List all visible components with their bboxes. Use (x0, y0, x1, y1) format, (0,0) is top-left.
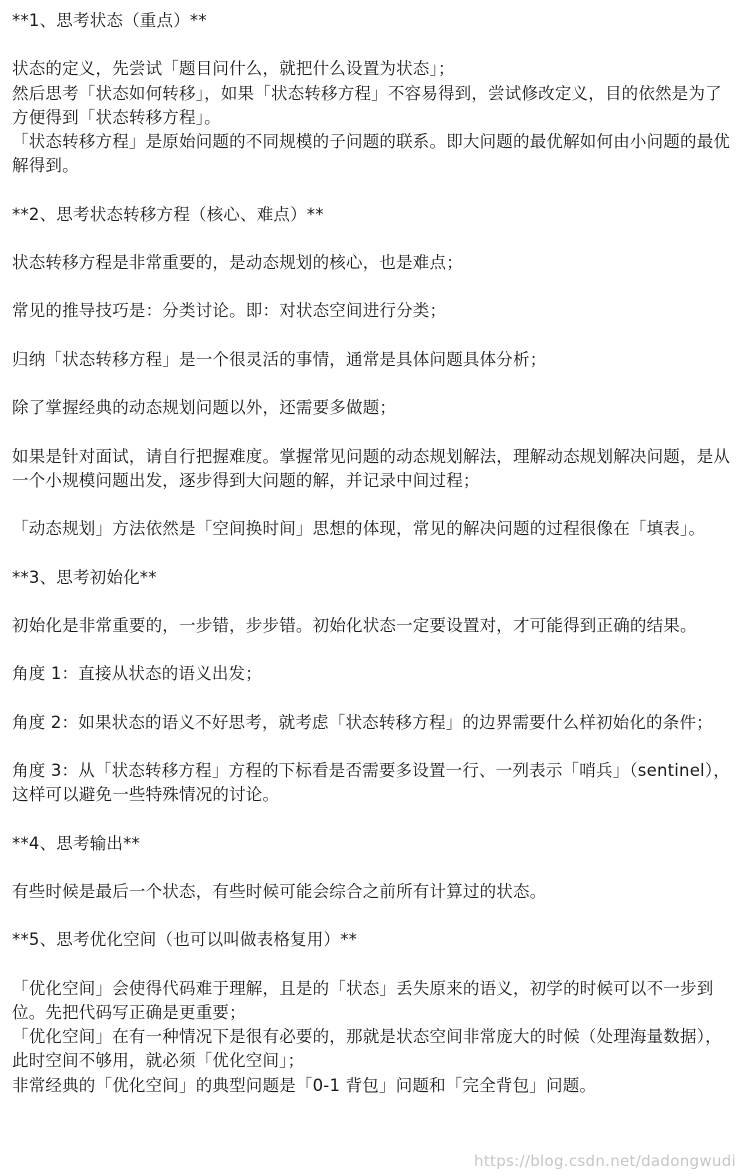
paragraph-line: 然后思考「状态如何转移」，如果「状态转移方程」不容易得到，尝试修改定义，目的依然是为了方便得到「状态转移方程」。 (12, 83, 722, 127)
paragraph-line: 常见的推导技巧是：分类讨论。即：对状态空间进行分类； (12, 301, 447, 321)
paragraph-line: 状态转移方程是非常重要的，是动态规划的核心，也是难点； (12, 252, 463, 272)
section-heading: **4、思考输出** (12, 833, 140, 853)
paragraph-line: 「优化空间」会使得代码难于理解，且是的「状态」丢失原来的语义，初学的时候可以不一步到位。先把代码写正确是更重要； (12, 978, 714, 1023)
paragraph-line: 「优化空间」在有一种情况下是很有必要的，那就是状态空间非常庞大的时候（处理海量数据），此时空间不够用，就必须「优化空间」； (12, 1027, 722, 1071)
paragraph-line: 角度 2：如果状态的语义不好思考，就考虑「状态转移方程」的边界需要什么样初始化的条件； (12, 712, 713, 732)
paragraph-line: 「状态转移方程」是原始问题的不同规模的子问题的联系。即大问题的最优解如何由小问题的最优解得到。 (12, 132, 731, 176)
paragraph-line: 除了掌握经典的动态规划问题以外，还需要多做题； (12, 398, 397, 418)
section-heading: **2、思考状态转移方程（核心、难点）** (12, 204, 324, 224)
paragraph-line: 有些时候是最后一个状态，有些时候可能会综合之前所有计算过的状态。 (12, 882, 547, 902)
watermark: https://blog.csdn.net/dadongwudi (474, 1152, 736, 1170)
section-heading: **1、思考状态（重点）** (12, 11, 207, 30)
paragraph-line: 归纳「状态转移方程」是一个很灵活的事情，通常是具体问题具体分析； (12, 349, 547, 369)
article-body (12, 9, 734, 1098)
section-heading: **5、思考优化空间（也可以叫做表格复用）** (12, 930, 358, 950)
paragraph-line: 角度 3：从「状态转移方程」方程的下标看是否需要多设置一行、一列表示「哨兵」（sentinel），这样可以避免一些特殊情况的讨论。 (12, 761, 730, 805)
paragraph-line: 非常经典的「优化空间」的典型问题是「0-1 背包」问题和「完全背包」问题。 (12, 1075, 597, 1095)
paragraph-line: 角度 1：直接从状态的语义出发； (12, 664, 262, 684)
paragraph-line: 状态的定义，先尝试「题目问什么，就把什么设置为状态」； (12, 59, 455, 79)
paragraph-line: 初始化是非常重要的，一步错，步步错。初始化状态一定要设置对，才可能得到正确的结果。 (12, 615, 697, 635)
section-heading: **3、思考初始化** (12, 567, 157, 587)
paragraph-line: 如果是针对面试，请自行把握难度。掌握常见问题的动态规划解法，理解动态规划解决问题，是从一个小规模问题出发，逐步得到大问题的解，并记录中间过程； (12, 446, 731, 490)
paragraph-line: 「动态规划」方法依然是「空间换时间」思想的体现，常见的解决问题的过程很像在「填表」。 (12, 519, 706, 539)
